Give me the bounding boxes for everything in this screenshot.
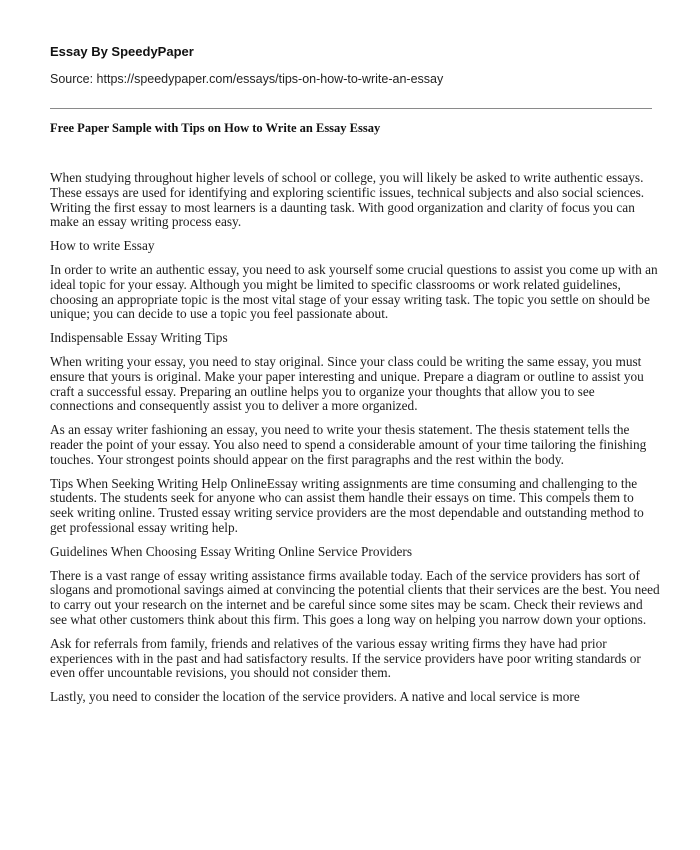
paragraph-online-help: Tips When Seeking Writing Help OnlineEssay writing assignments are time consuming and challenging to the students. The students seek for anyone who can assist them handle their essays on time. This compels them to seek writing online. Trusted essay writing service providers are the most dependable and outstanding method to get professional essay writing help. [50, 475, 644, 535]
paragraph-referrals: Ask for referrals from family, friends and relatives of the various essay writing firms they have had prior experiences with in the past and had satisfactory results. If the service providers have poor writing standards or even offer uncountable revisions, you should not consider them. [50, 635, 641, 681]
paragraph-thesis: As an essay writer fashioning an essay, you need to write your thesis statement. The thesis statement tells the reader the point of your essay. You also need to spend a considerable amount of your time tailoring the finishing touches. Your strongest points should appear on the first paragraphs and the rest within the body. [50, 422, 647, 467]
paragraph-originality: When writing your essay, you need to stay original. Since your class could be writing the same essay, you must ensure that yours is original. Make your paper interesting and unique. Prepare a diagram or outline to assist you craft a successful essay. Preparing an outline helps you to organize your thoughts that allow you to see connections and consequently assist you to deliver a more organized. [50, 353, 644, 414]
section-heading-guidelines: Guidelines When Choosing Essay Writing Online Service Providers [50, 543, 413, 559]
essay-title: Free Paper Sample with Tips on How to Write an Essay Essay [50, 121, 381, 135]
essay-body [50, 171, 660, 714]
section-heading-how-to-write: How to write Essay [50, 238, 155, 254]
brand-heading: Essay By SpeedyPaper [50, 44, 194, 59]
paragraph-location: Lastly, you need to consider the location of the service providers. A native and local service is more [50, 689, 580, 705]
paragraph-research: There is a vast range of essay writing assistance firms available today. Each of the service providers has sort of slogans and promotional savings aimed at convincing the potential clients that their services are the best. You need to carry out your research on the internet and be careful since some sites may be scam. Check their reviews and see what other customers think about this firm. This goes a long way on helping you narrow down your options. [50, 567, 660, 627]
source-line: Source: https://speedypaper.com/essays/tips-on-how-to-write-an-essay [50, 72, 444, 86]
section-heading-tips: Indispensable Essay Writing Tips [50, 330, 228, 346]
paragraph-topic: In order to write an authentic essay, you need to ask yourself some crucial questions to assist you come up with an ideal topic for your essay. Although you might be limited to specific classrooms or work related guidelines, choosing an appropriate topic is the most vital stage of your essay writing task. The topic you settle on should be unique; you can decide to use a topic you feel passionate about. [50, 261, 658, 322]
divider [50, 108, 652, 109]
paragraph-intro: When studying throughout higher levels of school or college, you will likely be asked to write authentic essays. These essays are used for identifying and exploring scientific issues, technical subjects and also social sciences. Writing the first essay to most learners is a daunting task. With good organization and clarity of focus you can make an essay writing process easy. [50, 170, 645, 230]
